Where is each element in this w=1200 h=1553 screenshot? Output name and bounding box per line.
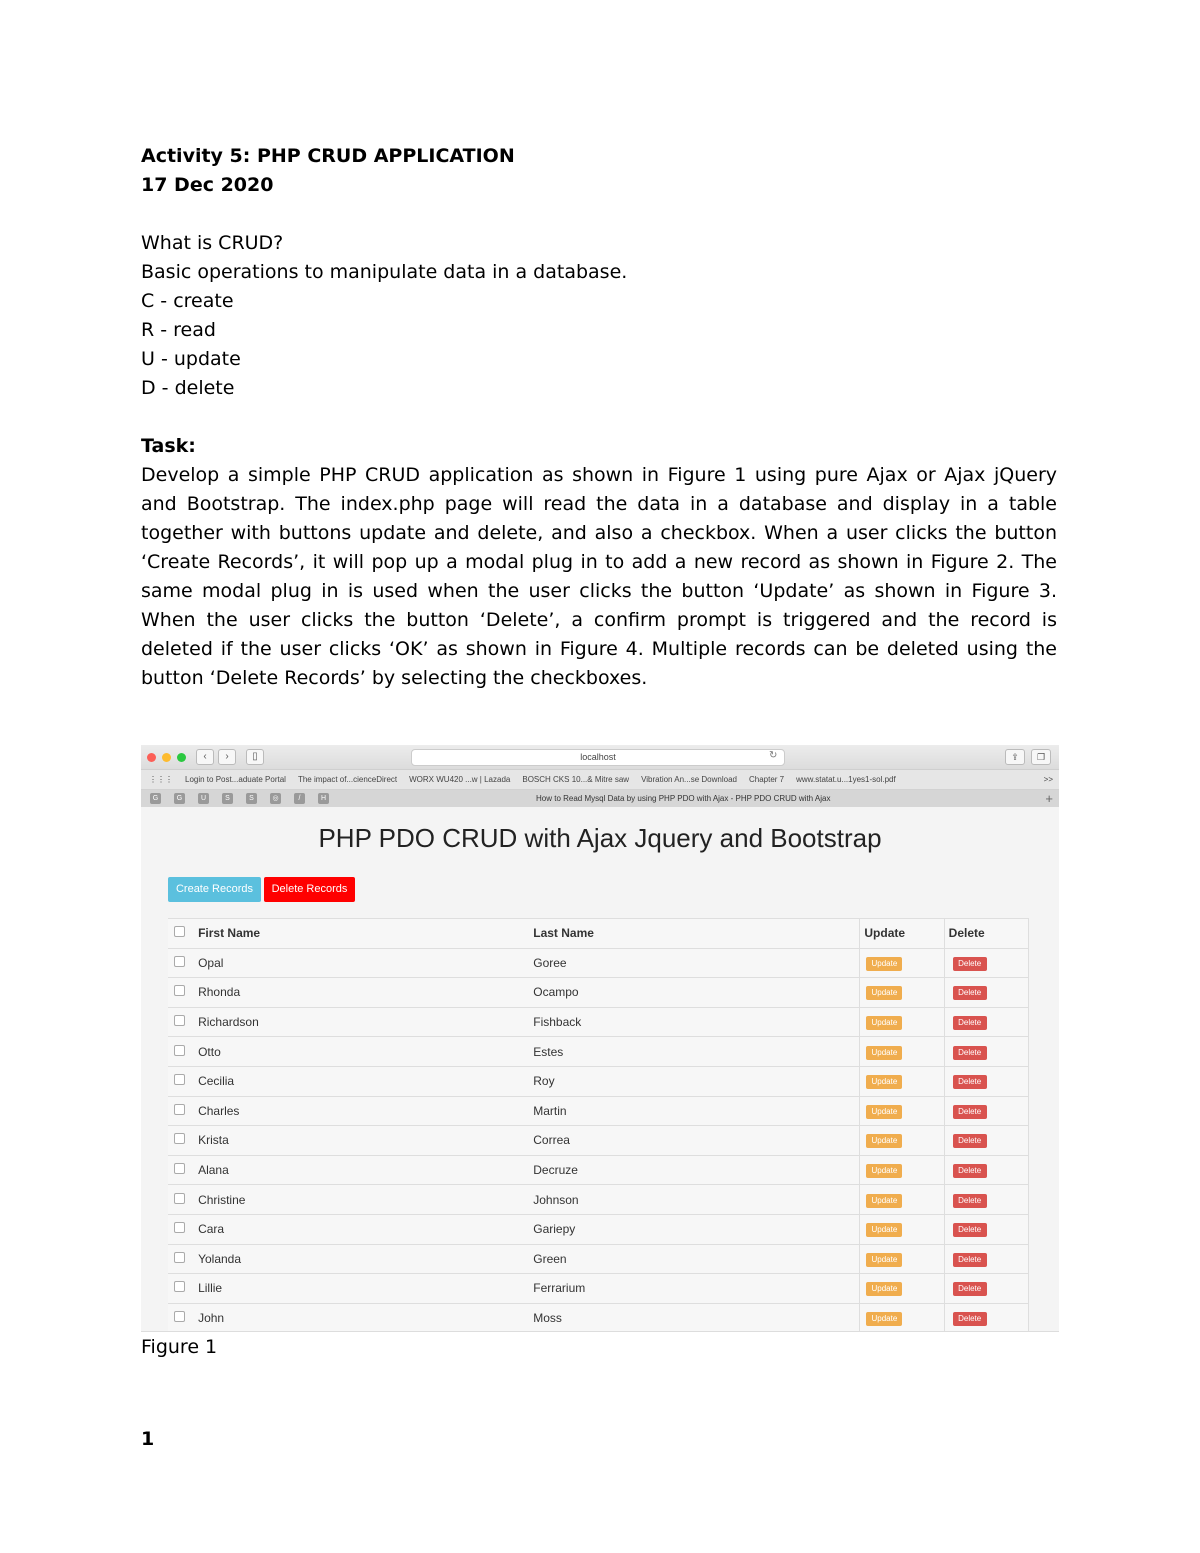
app-page — [141, 807, 1059, 1331]
active-tab-title[interactable]: How to Read Mysql Data by using PHP PDO with Ajax - PHP PDO CRUD with Ajax — [536, 794, 831, 803]
row-delete-button[interactable]: Delete — [953, 1016, 987, 1030]
maximize-window-dot[interactable] — [177, 753, 186, 762]
row-delete-button[interactable]: Delete — [953, 957, 987, 971]
crud-question: What is CRUD? — [141, 232, 284, 254]
last-name-cell: Green — [529, 1244, 860, 1274]
bookmark-item[interactable]: Login to Post...aduate Portal — [185, 775, 286, 784]
bookmark-item[interactable]: The impact of...cienceDirect — [297, 775, 398, 784]
page-number: 1 — [141, 1428, 155, 1450]
bookmark-item[interactable]: Vibration An...se Download — [641, 775, 737, 784]
last-name-cell: Fishback — [529, 1007, 860, 1037]
table-row — [168, 1303, 1029, 1332]
address-bar[interactable]: localhost — [411, 749, 785, 766]
pinned-tab-icon[interactable]: H — [318, 793, 329, 804]
browser-toolbar — [141, 745, 1059, 770]
tab-bar — [141, 790, 1059, 807]
document-title: Activity 5: PHP CRUD APPLICATION — [141, 145, 515, 167]
table-row — [168, 1037, 1029, 1067]
table-row — [168, 1244, 1029, 1274]
bookmark-item[interactable]: www.statat.u...1yes1-sol.pdf — [796, 775, 896, 784]
row-update-button[interactable]: Update — [866, 1223, 902, 1237]
row-checkbox[interactable] — [174, 1252, 185, 1263]
last-name-cell: Ferrarium — [529, 1274, 860, 1304]
table-row — [168, 1126, 1029, 1156]
first-name-cell: Krista — [194, 1126, 529, 1156]
first-name-cell: Cecilia — [194, 1066, 529, 1096]
last-name-cell: Correa — [529, 1126, 860, 1156]
last-name-cell: Johnson — [529, 1185, 860, 1215]
forward-icon[interactable]: › — [218, 749, 236, 765]
row-update-button[interactable]: Update — [866, 1016, 902, 1030]
table-row — [168, 1155, 1029, 1185]
figure-caption: Figure 1 — [141, 1336, 218, 1358]
row-checkbox[interactable] — [174, 1074, 185, 1085]
table-row — [168, 1185, 1029, 1215]
column-delete: Delete — [944, 919, 1028, 949]
row-delete-button[interactable]: Delete — [953, 1312, 987, 1326]
sidebar-icon[interactable]: ▯ — [246, 749, 264, 765]
row-delete-button[interactable]: Delete — [953, 1134, 987, 1148]
bookmark-item[interactable]: WORX WU420 ...w | Lazada — [409, 775, 511, 784]
row-checkbox[interactable] — [174, 1222, 185, 1233]
records-table — [168, 918, 1029, 1332]
row-checkbox[interactable] — [174, 1281, 185, 1292]
row-checkbox[interactable] — [174, 985, 185, 996]
row-checkbox[interactable] — [174, 1015, 185, 1026]
bookmark-item[interactable]: BOSCH CKS 10...& Mitre saw — [522, 775, 630, 784]
row-checkbox[interactable] — [174, 1193, 185, 1204]
row-update-button[interactable]: Update — [866, 1253, 902, 1267]
bookmarks-more[interactable]: >> — [1043, 775, 1053, 784]
last-name-cell: Ocampo — [529, 978, 860, 1008]
first-name-cell: John — [194, 1303, 529, 1332]
crud-item-delete: D - delete — [141, 377, 235, 399]
row-checkbox[interactable] — [174, 1045, 185, 1056]
pinned-tab-icon[interactable]: S — [222, 793, 233, 804]
column-update: Update — [860, 919, 944, 949]
last-name-cell: Martin — [529, 1096, 860, 1126]
github-icon[interactable]: ◎ — [270, 793, 281, 804]
first-name-cell: Opal — [194, 948, 529, 978]
row-checkbox[interactable] — [174, 1311, 185, 1322]
last-name-cell: Decruze — [529, 1155, 860, 1185]
row-delete-button[interactable]: Delete — [953, 1105, 987, 1119]
row-update-button[interactable]: Update — [866, 1075, 902, 1089]
first-name-cell: Richardson — [194, 1007, 529, 1037]
bookmarks-bar — [141, 770, 1059, 790]
last-name-cell: Gariepy — [529, 1214, 860, 1244]
first-name-cell: Charles — [194, 1096, 529, 1126]
back-icon[interactable]: ‹ — [196, 749, 214, 765]
task-heading: Task: — [141, 435, 196, 457]
row-delete-button[interactable]: Delete — [953, 1046, 987, 1060]
new-tab-icon[interactable]: + — [1045, 791, 1053, 806]
last-name-cell: Moss — [529, 1303, 860, 1332]
first-name-cell: Christine — [194, 1185, 529, 1215]
row-update-button[interactable]: Update — [866, 1194, 902, 1208]
create-records-button[interactable]: Create Records — [168, 877, 261, 902]
row-delete-button[interactable]: Delete — [953, 1194, 987, 1208]
row-delete-button[interactable]: Delete — [953, 986, 987, 1000]
row-checkbox[interactable] — [174, 1163, 185, 1174]
first-name-cell: Alana — [194, 1155, 529, 1185]
column-last-name: Last Name — [529, 919, 860, 949]
pinned-tab-icon[interactable]: U — [198, 793, 209, 804]
crud-item-read: R - read — [141, 319, 216, 341]
row-update-button[interactable]: Update — [866, 1134, 902, 1148]
crud-item-create: C - create — [141, 290, 234, 312]
pinned-tab-icon[interactable]: G — [150, 793, 161, 804]
grid-icon[interactable]: ⋮⋮⋮ — [149, 775, 173, 784]
last-name-cell: Goree — [529, 948, 860, 978]
row-delete-button[interactable]: Delete — [953, 1253, 987, 1267]
minimize-window-dot[interactable] — [162, 753, 171, 762]
row-checkbox[interactable] — [174, 956, 185, 967]
reload-icon[interactable]: ↻ — [769, 750, 778, 761]
crud-answer: Basic operations to manipulate data in a database. — [141, 261, 628, 283]
document-date: 17 Dec 2020 — [141, 174, 274, 196]
tabs-icon[interactable]: ❐ — [1031, 749, 1051, 765]
first-name-cell: Lillie — [194, 1274, 529, 1304]
first-name-cell: Cara — [194, 1214, 529, 1244]
row-update-button[interactable]: Update — [866, 1105, 902, 1119]
first-name-cell: Rhonda — [194, 978, 529, 1008]
row-checkbox[interactable] — [174, 1133, 185, 1144]
app-heading: PHP PDO CRUD with Ajax Jquery and Bootstrap — [318, 823, 882, 853]
row-delete-button[interactable]: Delete — [953, 1223, 987, 1237]
figure-1-screenshot — [141, 745, 1059, 1332]
task-paragraph: Develop a simple PHP CRUD application as shown in Figure 1 using pure Ajax or Ajax jQuery and Bootstrap. The index.php page will read the data in a database and display in a table together with buttons update and delete, and also a checkbox. When a user clicks the button ‘Create Records’, it will pop up a modal plug in to add a new record as shown in Figure 2. The same modal plug in is used when the user clicks the button ‘Update’ as shown in Figure 3. When the user clicks the button ‘Delete’, a confirm prompt is triggered and the record is deleted if the user clicks ‘OK’ as shown in Figure 4. Multiple records can be deleted using the button ‘Delete Records’ by selecting the checkboxes. — [141, 464, 1057, 689]
row-update-button[interactable]: Update — [866, 957, 902, 971]
row-delete-button[interactable]: Delete — [953, 1075, 987, 1089]
crud-item-update: U - update — [141, 348, 241, 370]
row-delete-button[interactable]: Delete — [953, 1164, 987, 1178]
close-window-dot[interactable] — [147, 753, 156, 762]
first-name-cell: Otto — [194, 1037, 529, 1067]
pinned-tab-icon[interactable]: G — [174, 793, 185, 804]
row-update-button[interactable]: Update — [866, 1312, 902, 1326]
table-row — [168, 948, 1029, 978]
table-row — [168, 1214, 1029, 1244]
row-update-button[interactable]: Update — [866, 1282, 902, 1296]
share-icon[interactable]: ⇪ — [1005, 749, 1025, 765]
table-row — [168, 1007, 1029, 1037]
last-name-cell: Roy — [529, 1066, 860, 1096]
pinned-tab-icon[interactable]: S — [246, 793, 257, 804]
document-body — [141, 142, 1057, 693]
first-name-cell: Yolanda — [194, 1244, 529, 1274]
row-update-button[interactable]: Update — [866, 1164, 902, 1178]
select-all-checkbox[interactable] — [174, 926, 185, 937]
pinned-tab-icon[interactable]: / — [294, 793, 305, 804]
table-row — [168, 1096, 1029, 1126]
delete-records-button[interactable]: Delete Records — [264, 877, 355, 902]
table-row — [168, 978, 1029, 1008]
table-header-row — [168, 919, 1029, 949]
row-checkbox[interactable] — [174, 1104, 185, 1115]
table-row — [168, 1066, 1029, 1096]
last-name-cell: Estes — [529, 1037, 860, 1067]
column-first-name: First Name — [194, 919, 529, 949]
table-row — [168, 1274, 1029, 1304]
row-update-button[interactable]: Update — [866, 986, 902, 1000]
row-update-button[interactable]: Update — [866, 1046, 902, 1060]
bookmark-item[interactable]: Chapter 7 — [748, 775, 785, 784]
row-delete-button[interactable]: Delete — [953, 1282, 987, 1296]
